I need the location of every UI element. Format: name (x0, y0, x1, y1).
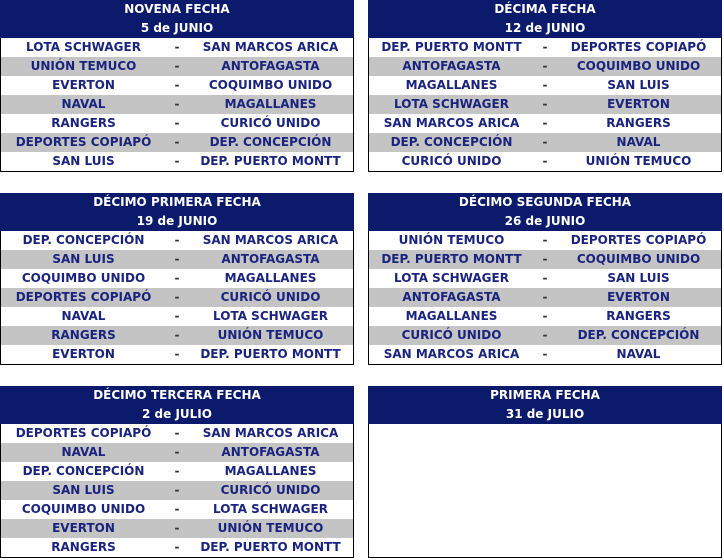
home-team: DEPORTES COPIAPÓ (15, 135, 152, 149)
match-separator: - (542, 78, 548, 92)
away-team: DEP. PUERTO MONTT (200, 347, 341, 361)
home-team: COQUIMBO UNIDO (21, 271, 146, 285)
match-separator: - (542, 154, 548, 168)
match-separator: - (174, 271, 180, 285)
match-list (0, 231, 354, 365)
away-team: EVERTON (607, 97, 670, 111)
match-list (368, 38, 722, 172)
home-team: MAGALLANES (405, 309, 498, 323)
home-team: DEPORTES COPIAPÓ (15, 290, 152, 304)
match-row (369, 250, 721, 269)
round-title: DÉCIMO TERCERA FECHA (93, 388, 261, 402)
home-team: RANGERS (51, 116, 116, 130)
away-team: SAN MARCOS ARICA (202, 233, 339, 247)
away-team: DEPORTES COPIAPÓ (570, 40, 707, 54)
home-team: SAN LUIS (52, 154, 115, 168)
match-separator: - (174, 521, 180, 535)
match-separator: - (174, 328, 180, 342)
match-row (1, 519, 353, 538)
round-title: NOVENA FECHA (124, 2, 230, 16)
match-row (1, 152, 353, 171)
match-row (1, 307, 353, 326)
match-row (369, 307, 721, 326)
match-separator: - (174, 154, 180, 168)
away-team: RANGERS (606, 309, 671, 323)
away-team: MAGALLANES (224, 97, 317, 111)
home-team: EVERTON (52, 521, 115, 535)
round-title: DÉCIMO SEGUNDA FECHA (458, 195, 632, 209)
match-row (1, 481, 353, 500)
away-team: DEP. PUERTO MONTT (200, 154, 341, 168)
match-row (1, 269, 353, 288)
match-row (1, 95, 353, 114)
round-date: 19 de JUNIO (136, 214, 218, 228)
match-row (1, 538, 353, 557)
match-separator: - (174, 445, 180, 459)
match-row (1, 345, 353, 364)
match-row (1, 288, 353, 307)
match-separator: - (174, 78, 180, 92)
home-team: UNIÓN TEMUCO (398, 233, 505, 247)
home-team: DEP. PUERTO MONTT (381, 40, 522, 54)
match-separator: - (174, 464, 180, 478)
round-block-primera (368, 386, 722, 558)
home-team: SAN LUIS (52, 252, 115, 266)
match-row (369, 38, 721, 57)
match-row (369, 345, 721, 364)
match-row (1, 114, 353, 133)
away-team: CURICÓ UNIDO (220, 116, 321, 130)
away-team: ANTOFAGASTA (221, 59, 320, 73)
home-team: SAN MARCOS ARICA (383, 347, 520, 361)
home-team: NAVAL (61, 309, 106, 323)
away-team: UNIÓN TEMUCO (217, 521, 324, 535)
round-header (0, 193, 354, 231)
match-row (1, 38, 353, 57)
match-row (369, 152, 721, 171)
away-team: DEP. CONCEPCIÓN (577, 328, 700, 342)
away-team: NAVAL (616, 347, 661, 361)
away-team: LOTA SCHWAGER (213, 309, 328, 323)
home-team: CURICÓ UNIDO (401, 154, 502, 168)
away-team: DEP. PUERTO MONTT (200, 540, 341, 554)
match-list (0, 38, 354, 172)
round-block-novena (0, 0, 354, 172)
home-team: RANGERS (51, 328, 116, 342)
match-row (1, 443, 353, 462)
home-team: NAVAL (61, 445, 106, 459)
match-separator: - (542, 40, 548, 54)
match-separator: - (174, 116, 180, 130)
home-team: NAVAL (61, 97, 106, 111)
match-separator: - (542, 290, 548, 304)
match-separator: - (174, 347, 180, 361)
match-separator: - (174, 233, 180, 247)
match-separator: - (542, 59, 548, 73)
match-row (1, 326, 353, 345)
match-separator: - (542, 328, 548, 342)
match-row (1, 500, 353, 519)
match-separator: - (542, 309, 548, 323)
home-team: DEP. CONCEPCIÓN (22, 464, 145, 478)
round-header (0, 386, 354, 424)
away-team: EVERTON (607, 290, 670, 304)
home-team: COQUIMBO UNIDO (21, 502, 146, 516)
match-separator: - (174, 97, 180, 111)
match-row (369, 114, 721, 133)
match-separator: - (174, 483, 180, 497)
match-row (369, 231, 721, 250)
match-list (368, 424, 722, 558)
away-team: CURICÓ UNIDO (220, 483, 321, 497)
away-team: SAN LUIS (607, 271, 670, 285)
match-row (1, 133, 353, 152)
match-separator: - (174, 426, 180, 440)
match-row (369, 133, 721, 152)
match-row (1, 250, 353, 269)
match-separator: - (542, 271, 548, 285)
match-row (369, 76, 721, 95)
round-header (368, 0, 722, 38)
home-team: SAN MARCOS ARICA (383, 116, 520, 130)
match-separator: - (174, 290, 180, 304)
round-title: DÉCIMO PRIMERA FECHA (93, 195, 261, 209)
home-team: LOTA SCHWAGER (26, 40, 141, 54)
round-date: 5 de JUNIO (140, 21, 214, 35)
match-separator: - (542, 135, 548, 149)
round-date: 31 de JULIO (505, 407, 585, 421)
away-team: NAVAL (616, 135, 661, 149)
match-separator: - (174, 309, 180, 323)
match-separator: - (542, 233, 548, 247)
match-separator: - (542, 116, 548, 130)
away-team: SAN LUIS (607, 78, 670, 92)
away-team: LOTA SCHWAGER (213, 502, 328, 516)
match-separator: - (542, 347, 548, 361)
round-title: DÉCIMA FECHA (494, 2, 596, 16)
round-block-decimo-primera (0, 193, 354, 365)
away-team: DEP. CONCEPCIÓN (209, 135, 332, 149)
match-row (369, 326, 721, 345)
home-team: DEP. PUERTO MONTT (381, 252, 522, 266)
match-row (1, 57, 353, 76)
round-title: PRIMERA FECHA (490, 388, 600, 402)
match-separator: - (542, 252, 548, 266)
match-separator: - (174, 540, 180, 554)
away-team: MAGALLANES (224, 464, 317, 478)
home-team: SAN LUIS (52, 483, 115, 497)
away-team: DEPORTES COPIAPÓ (570, 233, 707, 247)
match-separator: - (542, 97, 548, 111)
round-date: 26 de JUNIO (504, 214, 586, 228)
home-team: RANGERS (51, 540, 116, 554)
match-row (369, 288, 721, 307)
home-team: MAGALLANES (405, 78, 498, 92)
round-block-decimo-tercera (0, 386, 354, 558)
away-team: COQUIMBO UNIDO (208, 78, 333, 92)
match-separator: - (174, 59, 180, 73)
home-team: DEPORTES COPIAPÓ (15, 426, 152, 440)
round-block-decimo-segunda (368, 193, 722, 365)
match-list (368, 231, 722, 365)
away-team: ANTOFAGASTA (221, 445, 320, 459)
home-team: ANTOFAGASTA (402, 290, 501, 304)
round-header (368, 386, 722, 424)
match-row (369, 269, 721, 288)
home-team: CURICÓ UNIDO (401, 328, 502, 342)
away-team: SAN MARCOS ARICA (202, 40, 339, 54)
home-team: EVERTON (52, 347, 115, 361)
match-row (369, 95, 721, 114)
match-separator: - (174, 252, 180, 266)
match-separator: - (174, 502, 180, 516)
round-block-decima (368, 0, 722, 172)
home-team: DEP. CONCEPCIÓN (390, 135, 513, 149)
home-team: EVERTON (52, 78, 115, 92)
match-row (1, 231, 353, 250)
match-list (0, 424, 354, 558)
away-team: UNIÓN TEMUCO (585, 154, 692, 168)
match-separator: - (174, 135, 180, 149)
round-date: 2 de JULIO (142, 407, 212, 421)
away-team: COQUIMBO UNIDO (576, 59, 701, 73)
away-team: MAGALLANES (224, 271, 317, 285)
away-team: SAN MARCOS ARICA (202, 426, 339, 440)
round-header (0, 0, 354, 38)
home-team: UNIÓN TEMUCO (30, 59, 137, 73)
away-team: UNIÓN TEMUCO (217, 328, 324, 342)
match-row (369, 57, 721, 76)
round-date: 12 de JUNIO (504, 21, 586, 35)
home-team: DEP. CONCEPCIÓN (22, 233, 145, 247)
away-team: RANGERS (606, 116, 671, 130)
away-team: CURICÓ UNIDO (220, 290, 321, 304)
match-row (1, 462, 353, 481)
round-header (368, 193, 722, 231)
away-team: ANTOFAGASTA (221, 252, 320, 266)
home-team: ANTOFAGASTA (402, 59, 501, 73)
home-team: LOTA SCHWAGER (394, 271, 509, 285)
match-row (1, 424, 353, 443)
away-team: COQUIMBO UNIDO (576, 252, 701, 266)
home-team: LOTA SCHWAGER (394, 97, 509, 111)
match-separator: - (174, 40, 180, 54)
match-row (1, 76, 353, 95)
